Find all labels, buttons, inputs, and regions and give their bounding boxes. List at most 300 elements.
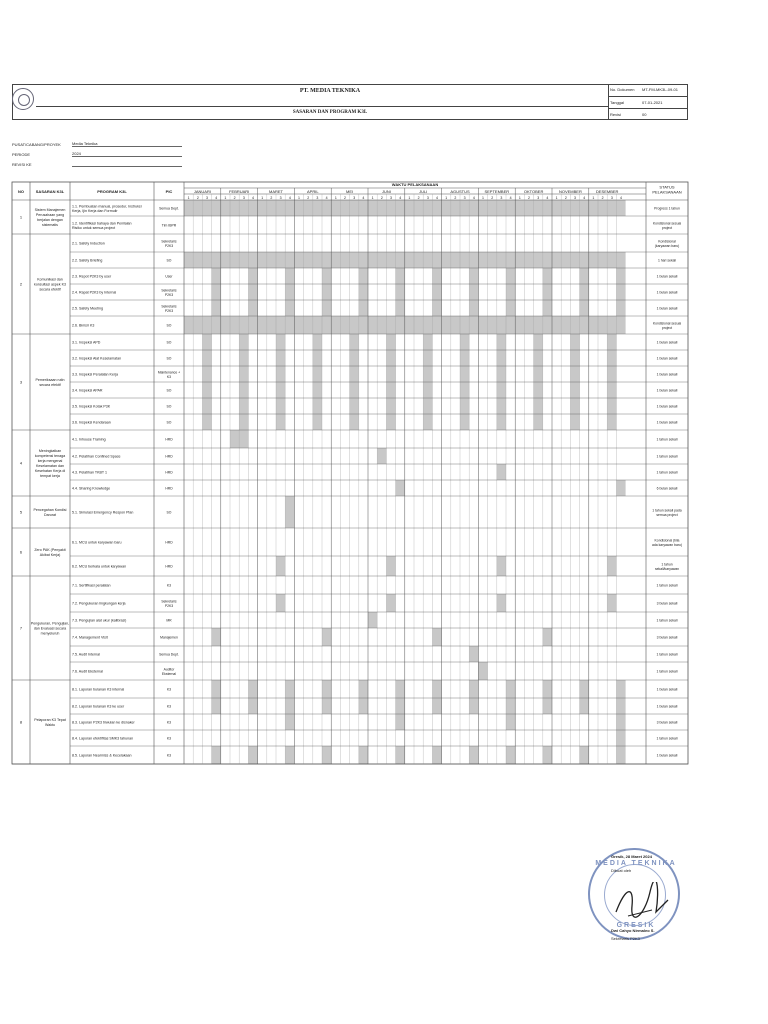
schedule-cell-filled bbox=[202, 252, 211, 268]
schedule-cell-filled bbox=[396, 284, 405, 300]
group-target: dan Evaluasi secara bbox=[33, 626, 67, 631]
schedule-cell-filled bbox=[432, 628, 441, 646]
schedule-cell-filled bbox=[469, 698, 478, 714]
schedule-cell-filled bbox=[607, 334, 616, 350]
schedule-cell-filled bbox=[460, 366, 469, 382]
week-number: 3 bbox=[463, 196, 466, 200]
schedule-cell-filled bbox=[359, 284, 368, 300]
schedule-cell-filled bbox=[396, 480, 405, 496]
schedule-cell-filled bbox=[616, 698, 625, 714]
program-text: 7.5. Audit Internal bbox=[72, 652, 100, 657]
schedule-cell-filled bbox=[543, 316, 552, 334]
schedule-cell-filled bbox=[396, 200, 405, 216]
schedule-cell-filled bbox=[377, 200, 386, 216]
schedule-cell-filled bbox=[276, 366, 285, 382]
week-number: 3 bbox=[537, 196, 540, 200]
schedule-cell-filled bbox=[442, 200, 451, 216]
status-text: 1 tahun sekali bbox=[656, 437, 678, 442]
schedule-cell-filled bbox=[451, 316, 460, 334]
schedule-cell-filled bbox=[221, 252, 230, 268]
week-number: 4 bbox=[472, 196, 475, 200]
group-target: Sistem Manajemen bbox=[34, 208, 66, 212]
schedule-cell-filled bbox=[534, 252, 543, 268]
schedule-cell-filled bbox=[350, 334, 359, 350]
schedule-cell-filled bbox=[313, 366, 322, 382]
schedule-cell-filled bbox=[313, 252, 322, 268]
group-target: Akibat Kerja) bbox=[39, 553, 61, 557]
schedule-cell-filled bbox=[396, 300, 405, 316]
pic-text: Auditor bbox=[163, 667, 175, 672]
schedule-cell-filled bbox=[432, 252, 441, 268]
schedule-cell-filled bbox=[331, 252, 340, 268]
schedule-cell-filled bbox=[607, 252, 616, 268]
schedule-cell-filled bbox=[248, 680, 257, 698]
schedule-cell-filled bbox=[616, 714, 625, 730]
week-number: 2 bbox=[270, 196, 273, 200]
schedule-cell-filled bbox=[386, 350, 395, 366]
status-text: 1 tahun sekali bbox=[656, 669, 678, 674]
program-text: 4.1. Inhouse Training bbox=[72, 437, 106, 442]
program-text: 2.6. Bimsir K3 bbox=[72, 323, 95, 328]
month-header: DESEMBER bbox=[595, 189, 619, 194]
week-number: 4 bbox=[362, 196, 365, 200]
header-status: STATUS bbox=[659, 184, 675, 190]
schedule-cell-filled bbox=[359, 316, 368, 334]
schedule-cell-filled bbox=[497, 200, 506, 216]
signature-place-date: Gresik, 28 Maret 2024 bbox=[611, 854, 652, 859]
schedule-cell-filled bbox=[368, 252, 377, 268]
header-pic: PIC bbox=[165, 189, 173, 194]
schedule-cell-filled bbox=[543, 200, 552, 216]
schedule-cell-filled bbox=[607, 316, 616, 334]
group-target: kerja mengenai bbox=[37, 459, 63, 463]
pic-text: Semua Dept. bbox=[159, 652, 179, 657]
week-number: 4 bbox=[288, 196, 291, 200]
program-text: 2.2. Safety Briefing bbox=[72, 258, 103, 263]
pic-text: Semua Dept. bbox=[159, 206, 179, 211]
group-target: Waktu bbox=[44, 723, 56, 727]
schedule-cell-filled bbox=[460, 414, 469, 430]
week-number: 2 bbox=[528, 196, 530, 200]
group-target: Perusahaan yang bbox=[35, 213, 65, 217]
schedule-cell-filled bbox=[239, 316, 248, 334]
schedule-cell-filled bbox=[534, 334, 543, 350]
program-text: 8.4. Laporan efektifitas SMK3 tahunan bbox=[72, 736, 134, 741]
schedule-cell-filled bbox=[386, 200, 395, 216]
status-text: project bbox=[661, 325, 673, 330]
schedule-cell-filled bbox=[460, 334, 469, 350]
schedule-cell-filled bbox=[239, 334, 248, 350]
schedule-cell-filled bbox=[423, 398, 432, 414]
schedule-cell-filled bbox=[534, 414, 543, 430]
schedule-cell-filled bbox=[451, 252, 460, 268]
pic-text: P2K3 bbox=[164, 603, 174, 608]
schedule-cell-filled bbox=[469, 200, 478, 216]
week-number: 1 bbox=[482, 196, 484, 200]
schedule-cell-filled bbox=[515, 200, 524, 216]
status-text: (karyawan baru) bbox=[654, 243, 680, 248]
schedule-cell-filled bbox=[276, 200, 285, 216]
schedule-cell-filled bbox=[359, 698, 368, 714]
status-text: 6 bulan sekali bbox=[656, 486, 678, 491]
schedule-cell-filled bbox=[616, 284, 625, 300]
week-number: 4 bbox=[509, 196, 512, 200]
schedule-cell-filled bbox=[193, 200, 202, 216]
schedule-cell-filled bbox=[543, 268, 552, 284]
doc-revision-value: 00 bbox=[642, 112, 647, 117]
schedule-cell-filled bbox=[580, 680, 589, 698]
schedule-cell-filled bbox=[570, 316, 579, 334]
group-number: 6 bbox=[19, 549, 23, 555]
month-header: NOVEMBER bbox=[558, 189, 582, 194]
schedule-cell-filled bbox=[221, 316, 230, 334]
schedule-cell-filled bbox=[267, 200, 276, 216]
schedule-cell-filled bbox=[276, 556, 285, 576]
schedule-cell-filled bbox=[460, 350, 469, 366]
schedule-cell-filled bbox=[239, 200, 248, 216]
program-text: 3.1. Inspeksi APD bbox=[72, 340, 101, 345]
pic-text: SO bbox=[166, 388, 172, 393]
program-text: 7.1. Sertifikasi peralatan bbox=[72, 583, 111, 588]
group-number: 1 bbox=[19, 214, 23, 220]
month-header: AGUSTUS bbox=[450, 189, 470, 194]
schedule-cell-filled bbox=[506, 746, 515, 764]
schedule-cell-filled bbox=[212, 698, 221, 714]
group-number: 4 bbox=[19, 460, 23, 466]
schedule-cell-filled bbox=[377, 252, 386, 268]
schedule-cell-filled bbox=[469, 252, 478, 268]
schedule-cell-filled bbox=[469, 284, 478, 300]
pic-text: Manajemen bbox=[160, 635, 178, 640]
schedule-cell-filled bbox=[460, 200, 469, 216]
schedule-cell-filled bbox=[534, 382, 543, 398]
schedule-cell-filled bbox=[543, 284, 552, 300]
schedule-cell-filled bbox=[607, 350, 616, 366]
program-text: 4.4. Sharing Knowledge bbox=[72, 486, 111, 491]
schedule-cell-filled bbox=[313, 382, 322, 398]
schedule-cell-filled bbox=[202, 350, 211, 366]
schedule-cell-filled bbox=[202, 382, 211, 398]
schedule-cell-filled bbox=[607, 594, 616, 612]
status-text: 1 bulan sekali bbox=[656, 388, 678, 393]
schedule-cell-filled bbox=[202, 366, 211, 382]
schedule-cell-filled bbox=[396, 746, 405, 764]
schedule-cell-filled bbox=[423, 200, 432, 216]
week-number: 3 bbox=[353, 196, 356, 200]
program-text: 7.4. Management Visit bbox=[72, 635, 108, 640]
week-number: 3 bbox=[426, 196, 429, 200]
schedule-cell-filled bbox=[432, 284, 441, 300]
schedule-cell-filled bbox=[423, 334, 432, 350]
schedule-cell-filled bbox=[248, 746, 257, 764]
schedule-cell-filled bbox=[239, 398, 248, 414]
status-text: 3 bulan sekali bbox=[656, 635, 678, 640]
schedule-cell-filled bbox=[396, 252, 405, 268]
schedule-cell-filled bbox=[506, 200, 515, 216]
schedule-cell-filled bbox=[359, 300, 368, 316]
group-target: menyeluruh bbox=[40, 631, 60, 636]
schedule-cell-filled bbox=[616, 252, 625, 268]
schedule-cell-filled bbox=[230, 316, 239, 334]
month-header: FEBRUARI bbox=[229, 189, 250, 194]
schedule-cell-filled bbox=[515, 252, 524, 268]
status-text: project bbox=[661, 225, 673, 230]
schedule-cell-filled bbox=[285, 316, 294, 334]
schedule-cell-filled bbox=[580, 252, 589, 268]
month-header: APRIL bbox=[307, 189, 319, 194]
schedule-cell-filled bbox=[184, 200, 193, 216]
schedule-cell-filled bbox=[359, 680, 368, 698]
schedule-cell-filled bbox=[248, 316, 257, 334]
week-number: 4 bbox=[252, 196, 254, 200]
schedule-cell-filled bbox=[212, 316, 221, 334]
schedule-cell-filled bbox=[304, 200, 313, 216]
schedule-cell-filled bbox=[460, 316, 469, 334]
program-text: 1.1. Pembuatan manual, prosedur, Instruksi bbox=[72, 204, 142, 209]
week-number: 3 bbox=[610, 196, 613, 200]
schedule-cell-filled bbox=[616, 200, 625, 216]
week-number: 1 bbox=[224, 196, 227, 200]
month-header: JULI bbox=[419, 189, 428, 194]
header-program: PROGRAM K3L bbox=[97, 189, 127, 194]
schedule-cell-filled bbox=[543, 300, 552, 316]
schedule-cell-filled bbox=[359, 746, 368, 764]
program-text: 3.2. Inspeksi Alat Keselamatan bbox=[72, 356, 122, 361]
schedule-cell-filled bbox=[534, 200, 543, 216]
pic-text: P2K3 bbox=[164, 243, 174, 248]
schedule-cell-filled bbox=[313, 316, 322, 334]
schedule-cell-filled bbox=[589, 252, 598, 268]
status-text: 3 bulan sekali bbox=[656, 720, 678, 725]
schedule-cell-filled bbox=[212, 746, 221, 764]
status-text: 1 tahun sekali bbox=[656, 736, 678, 741]
group-target: Pengukuran, Pengujian, bbox=[30, 621, 70, 626]
schedule-cell-filled bbox=[543, 680, 552, 698]
doc-revision-label: Revisi bbox=[610, 112, 621, 117]
program-text: 4.2. Pelatihan Confined Space bbox=[72, 454, 121, 459]
week-number: 4 bbox=[620, 196, 622, 200]
schedule-cell-filled bbox=[616, 316, 625, 334]
schedule-cell-filled bbox=[432, 316, 441, 334]
schedule-cell-filled bbox=[488, 200, 497, 216]
schedule-cell-filled bbox=[184, 316, 193, 334]
month-header: OKTOBER bbox=[523, 189, 544, 194]
week-number: 4 bbox=[399, 196, 402, 200]
schedule-cell-filled bbox=[570, 382, 579, 398]
schedule-cell-filled bbox=[276, 334, 285, 350]
schedule-cell-filled bbox=[478, 252, 487, 268]
status-text: 1 bulan sekali bbox=[656, 356, 678, 361]
header-time: WAKTU PELAKSANAAN bbox=[391, 182, 439, 187]
pic-text: Sekretaris bbox=[161, 304, 177, 309]
group-target: Darurat bbox=[44, 513, 56, 517]
week-number: 1 bbox=[445, 196, 448, 200]
week-number: 3 bbox=[574, 196, 576, 200]
signature-name: Dwi Cahyo Nirmaleo S. bbox=[611, 928, 655, 933]
month-header: JUNI bbox=[381, 189, 391, 194]
program-text: 4.3. Pelatihan TKBT 1 bbox=[72, 470, 108, 475]
schedule-cell-filled bbox=[322, 628, 331, 646]
schedule-cell-filled bbox=[212, 268, 221, 284]
schedule-cell-filled bbox=[414, 200, 423, 216]
week-number: 3 bbox=[500, 196, 503, 200]
pic-text: K3 bbox=[166, 687, 172, 692]
week-number: 3 bbox=[206, 196, 208, 200]
group-target: secara efektif bbox=[39, 287, 61, 292]
schedule-cell-filled bbox=[386, 594, 395, 612]
status-text: Progress 1 tahun bbox=[654, 206, 680, 211]
pic-text: K3 bbox=[166, 736, 172, 741]
week-number: 1 bbox=[187, 196, 190, 200]
group-number: 5 bbox=[19, 509, 23, 515]
schedule-cell-filled bbox=[331, 200, 340, 216]
schedule-cell-filled bbox=[442, 252, 451, 268]
pic-text: SO bbox=[166, 340, 172, 345]
week-number: 2 bbox=[196, 196, 199, 200]
schedule-cell-filled bbox=[405, 316, 414, 334]
schedule-cell-filled bbox=[598, 252, 607, 268]
schedule-cell-filled bbox=[460, 382, 469, 398]
status-text: 1 tahun sekali bbox=[656, 583, 678, 588]
program-text: 2.5. Safety Meeting bbox=[72, 306, 103, 311]
pic-text: P2K3 bbox=[164, 308, 174, 313]
schedule-cell-filled bbox=[258, 252, 267, 268]
pic-text: Sekretaris bbox=[161, 239, 177, 244]
schedule-cell-filled bbox=[616, 680, 625, 698]
schedule-cell-filled bbox=[570, 414, 579, 430]
status-text: 1 bulan sekali bbox=[656, 420, 678, 425]
schedule-cell-filled bbox=[322, 268, 331, 284]
status-text: Kondisional sesuai bbox=[652, 221, 682, 226]
schedule-cell-filled bbox=[607, 366, 616, 382]
week-number: 3 bbox=[390, 196, 392, 200]
schedule-cell-filled bbox=[340, 252, 349, 268]
pic-text: HRD bbox=[165, 540, 173, 545]
schedule-cell-filled bbox=[524, 316, 533, 334]
schedule-cell-filled bbox=[543, 252, 552, 268]
status-text: 1 bulan sekali bbox=[656, 704, 678, 709]
week-number: 1 bbox=[334, 196, 337, 200]
schedule-cell-filled bbox=[506, 316, 515, 334]
schedule-cell-filled bbox=[497, 594, 506, 612]
group-target: Pelaporan K3 Tepat bbox=[34, 718, 66, 722]
schedule-cell-filled bbox=[258, 200, 267, 216]
schedule-cell-filled bbox=[534, 366, 543, 382]
doc-date-value: 07-01-2021 bbox=[642, 100, 663, 105]
group-target: secara efektif bbox=[39, 383, 61, 387]
schedule-cell-filled bbox=[414, 252, 423, 268]
schedule-cell-filled bbox=[230, 200, 239, 216]
pic-text: K3 bbox=[166, 720, 172, 725]
pic-text: SO bbox=[166, 356, 172, 361]
pic-text: SO bbox=[166, 323, 172, 328]
schedule-cell-filled bbox=[221, 200, 230, 216]
schedule-cell-filled bbox=[497, 414, 506, 430]
week-number: 1 bbox=[518, 196, 521, 200]
schedule-cell-filled bbox=[267, 316, 276, 334]
schedule-cell-filled bbox=[202, 334, 211, 350]
schedule-cell-filled bbox=[248, 268, 257, 284]
month-header: SEPTEMBER bbox=[484, 189, 510, 194]
schedule-cell-filled bbox=[469, 316, 478, 334]
schedule-cell-filled bbox=[469, 680, 478, 698]
schedule-cell-filled bbox=[386, 252, 395, 268]
schedule-cell-filled bbox=[469, 646, 478, 662]
schedule-cell-filled bbox=[239, 252, 248, 268]
schedule-cell-filled bbox=[423, 366, 432, 382]
schedule-cell-filled bbox=[386, 316, 395, 334]
pic-text: Eksternal bbox=[161, 671, 177, 676]
pic-text: HRD bbox=[165, 437, 173, 442]
status-text: Kondisional (bila bbox=[654, 538, 680, 543]
status-text: 1 tahun sekali pada bbox=[652, 508, 682, 513]
header-no: NO bbox=[18, 189, 24, 194]
schedule-cell-filled bbox=[497, 398, 506, 414]
schedule-cell-filled bbox=[534, 398, 543, 414]
schedule-cell-filled bbox=[616, 730, 625, 746]
schedule-cell-filled bbox=[580, 316, 589, 334]
schedule-cell-filled bbox=[340, 316, 349, 334]
schedule-cell-filled bbox=[570, 200, 579, 216]
schedule-cell-filled bbox=[239, 430, 248, 448]
schedule-cell-filled bbox=[524, 200, 533, 216]
program-text: 7.3. Pengujian alat ukur (kalibrasi) bbox=[72, 618, 127, 623]
group-number: 8 bbox=[19, 719, 23, 725]
schedule-cell-filled bbox=[607, 398, 616, 414]
program-text: 7.2. Pengukuran lingkungan kerja bbox=[72, 601, 126, 606]
group-target: Zero PAK (Penyakit bbox=[34, 548, 66, 552]
schedule-cell-filled bbox=[561, 200, 570, 216]
schedule-cell-filled bbox=[239, 366, 248, 382]
schedule-cell-filled bbox=[230, 252, 239, 268]
schedule-cell-filled bbox=[313, 414, 322, 430]
pic-text: SO bbox=[166, 420, 172, 425]
schedule-cell-filled bbox=[230, 430, 239, 448]
schedule-cell-filled bbox=[386, 398, 395, 414]
schedule-cell-filled bbox=[377, 448, 386, 464]
schedule-cell-filled bbox=[386, 556, 395, 576]
status-text: ada karyawan baru) bbox=[652, 542, 682, 547]
group-target: Meningkatkan bbox=[38, 449, 62, 453]
schedule-cell-filled bbox=[506, 714, 515, 730]
schedule-cell-filled bbox=[396, 714, 405, 730]
program-text: 8.2. Laporan bulanan K3 ke user bbox=[72, 704, 125, 709]
schedule-cell-filled bbox=[616, 300, 625, 316]
schedule-cell-filled bbox=[607, 556, 616, 576]
schedule-cell-filled bbox=[497, 316, 506, 334]
group-target: Kesehatan Kerja di bbox=[34, 469, 66, 473]
schedule-cell-filled bbox=[276, 594, 285, 612]
schedule-cell-filled bbox=[607, 382, 616, 398]
schedule-cell-filled bbox=[488, 252, 497, 268]
status-text: 1 tahun bbox=[661, 562, 673, 567]
schedule-cell-filled bbox=[258, 316, 267, 334]
pic-text: Tim IBPR bbox=[161, 223, 177, 228]
program-text: 8.1. Laporan bulanan K3 internal bbox=[72, 687, 125, 692]
unit-value: Media Teknika bbox=[72, 141, 182, 147]
schedule-cell-filled bbox=[478, 200, 487, 216]
schedule-cell-filled bbox=[377, 316, 386, 334]
schedule-cell-filled bbox=[294, 200, 303, 216]
schedule-cell-filled bbox=[322, 300, 331, 316]
status-text: 1 tahun sekali bbox=[656, 618, 678, 623]
schedule-cell-filled bbox=[368, 316, 377, 334]
pic-text: P2K3 bbox=[164, 292, 174, 297]
schedule-cell-filled bbox=[396, 698, 405, 714]
schedule-cell-filled bbox=[607, 200, 616, 216]
status-text: 1 bulan sekali bbox=[656, 306, 678, 311]
group-target: sistematis bbox=[42, 223, 58, 227]
